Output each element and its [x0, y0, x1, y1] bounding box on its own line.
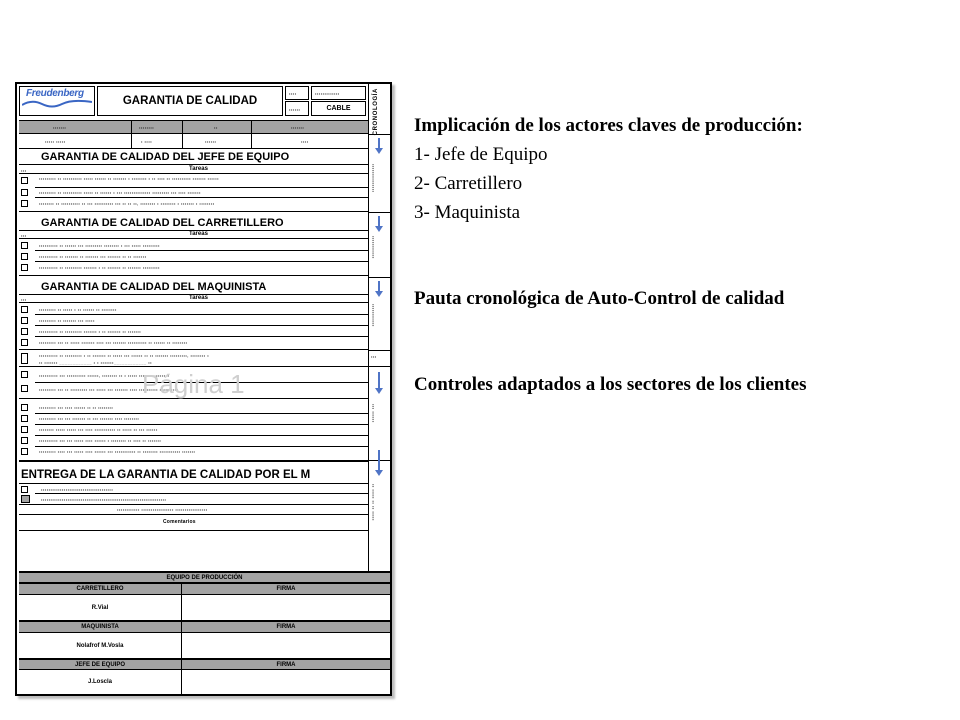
actor-item: 3- Maquinista — [414, 202, 521, 223]
task-row: ••••••••• •• •••••••••• ••••• •• •••••• • ••• •••••••••••••• ••••••••• ••• •••• ••••••• — [39, 190, 201, 195]
down-arrow-icon — [376, 138, 382, 154]
ref-code-3: •••••• — [285, 101, 309, 116]
ref-code-2: ••••••••••••• — [311, 86, 366, 100]
logo-wave-icon — [22, 99, 92, 109]
task-row: ••••••••• ••• ••• ••••••• •• ••• ••••••• •••• •••••••• — [39, 416, 140, 421]
section-title-jefe: GARANTIA DE CALIDAD DEL JEFE DE EQUIPO — [19, 151, 368, 165]
signature-box[interactable] — [182, 595, 390, 621]
compare-row: •• ••••••• ____________ • • •••••••____________ •• — [39, 360, 153, 365]
header-table-values — [19, 134, 368, 149]
form-title: GARANTIA DE CALIDAD — [97, 86, 283, 116]
signature-firma: FIRMA — [182, 621, 390, 633]
task-row: •••••••• ••••• ••••• ••• •••• ••••••••••• •• ••••• •• ••• •••••• — [39, 427, 158, 432]
signature-box[interactable] — [182, 670, 390, 694]
task-row: •••••••••• •• ••••••• •• ••••••• ••• ••••••• •• •• ••••••• — [39, 254, 147, 259]
signature-firma: FIRMA — [182, 659, 390, 670]
signature-role: CARRETILLERO — [19, 583, 182, 595]
task-row: •••••••••• •• ••••••••• ••••••• • •• ••••••• •• ••••••• ••••••••• — [39, 265, 160, 270]
header-value: ••••• ••••• — [45, 139, 66, 144]
cable-label: CABLE — [311, 101, 366, 116]
task-checkbox[interactable] — [21, 177, 28, 184]
task-row: •••••••••• ••• ••• ••••• •••• •••••• • •••••••• •• •••• •• ••••••• — [39, 438, 162, 443]
header-value: • •••• — [141, 139, 153, 144]
heading-pauta: Pauta cronológica de Auto-Control de calidad — [414, 288, 785, 309]
task-row: ••••••••• •• •••••••••• ••••• •••••• •• ••••••• • •••••••• • •• •••• •• •••••••••• ••••••• •••••• — [39, 176, 220, 181]
compare-row: •••••••••• ••• •••••••••• ••••••, •••••••• •• • ••••• •••••••••••••••• — [39, 373, 170, 378]
freudenberg-logo — [19, 86, 95, 116]
task-checkbox[interactable] — [21, 437, 28, 444]
delivery-dotted: •••••••••••• ••••••••••••••••• ••••••••••••••••• — [117, 507, 208, 512]
task-checkbox[interactable] — [21, 404, 28, 411]
task-checkbox[interactable] — [21, 353, 28, 364]
down-arrow-icon — [376, 450, 382, 476]
task-row: ••••••••• •• ••••• • •• •••••• •• •••••••• — [39, 307, 117, 312]
tasks-label: Tareas — [189, 166, 208, 172]
task-row: ••••••••• ••• •••• •••••• •• •• •••••••• — [39, 405, 114, 410]
delivery-checkbox[interactable] — [21, 486, 28, 493]
compare-row: ••••••••• ••• •• ••••••••• ••• ••••• ••• ••••••• •••• •••••••••• •••••••••• — [39, 387, 179, 392]
section-title-carretillero: GARANTIA DE CALIDAD DEL CARRETILLERO — [19, 217, 368, 231]
task-checkbox[interactable] — [21, 264, 28, 271]
task-row: •••••••••• •• ••••••••• ••••••• • •• ••••••• •• ••••••• — [39, 329, 142, 334]
task-checkbox[interactable] — [21, 242, 28, 249]
team-label: EQUIPO DE PRODUCCIÓN — [19, 572, 390, 583]
task-checkbox[interactable] — [21, 306, 28, 313]
task-checkbox[interactable] — [21, 317, 28, 324]
down-arrow-icon — [376, 281, 382, 297]
header-col: •• — [214, 125, 218, 130]
header-col: •••••••• — [139, 125, 155, 130]
header-col: ••••••• — [291, 125, 305, 130]
header-value: •••• — [301, 139, 309, 144]
task-row: ••••••••• •• ••••••• ••• ••••• — [39, 318, 95, 323]
logo-text: Freudenberg — [26, 88, 84, 99]
task-checkbox[interactable] — [21, 385, 28, 392]
delivery-checkbox-filled[interactable] — [21, 495, 30, 503]
task-checkbox[interactable] — [21, 200, 28, 207]
signature-name: J.Loscla — [19, 670, 182, 694]
ref-code-1: •••• — [285, 86, 309, 100]
heading-controles: Controles adaptados a los sectores de los clientes — [414, 374, 807, 395]
signature-role: JEFE DE EQUIPO — [19, 659, 182, 670]
signature-name: Nolafrof M.Vosla — [19, 633, 182, 659]
down-arrow-icon — [376, 216, 382, 232]
header-table-head — [19, 120, 368, 134]
heading-actors: Implicación de los actores claves de producción: — [414, 115, 803, 136]
quality-form-scan: Freudenberg GARANTIA DE CALIDAD •••• ••••••••••••• •••••• CABLE CRONOLOGÍA ••••••••••••••• •••••••••••• •••••••••••• ••• ••• •••••• •• ••••• •• •• ••••• ••••••• •••••••• •• ••••••• ••••• ••••• • •••• •••••• •••• GARANTIA DE CALIDAD DEL JEFE DE EQUIPO Tareas ••• ••••••••• •• •••••••••• ••••• •••••• •• ••••••• • •••••••• • •• •••• •• •••••••••• ••••••• •••••• ••••••••• •• •••••••••• ••••• •• •••••• • ••• •••••••••••••• ••••••••• ••• •••• ••••••• •••••••• •• •••••••••• •• ••• •••••••••• ••• •• •• ••, •••••••• • •••••••• • ••••••• • •••••••• GARANTIA DE CALIDAD DEL CARRETILLERO Tareas ••• •••••••••• •• •••••• ••• ••••••••• •••••••• • ••• ••••• ••••••••• •••••••••• •• ••••••• •• ••••••• ••• ••••••• •• •• ••••••• •••••••••• •• ••••••••• ••••••• • •• ••••••• •• ••••••• ••••••••• GARANTIA DE CALIDAD DEL MAQUINISTA Tareas ••• ••••••••• •• ••••• • •• •••••• •• •••••••• ••••••••• •• ••••••• ••• ••••• •••••••••• •• ••••••••• ••••••• • •• ••••••• •• ••••••• ••••••••• ••• •• ••••• ••••••• •••• ••• ••••••• •••••••••• •• •••••• •• •••••••• •••••••••• •• ••••••••• • •• ••••••• •• ••••• ••• •••••• •• •• ••••••• •••••••••, •••••••• • •• ••••••• ____________ • • •••••••____________ •• •••••••••• ••• •••••••••• ••••••, •••••••• •• • ••••• •••••••••••••••• ••••••••• ••• •• ••••••••• ••• ••••• ••• ••••••• •••• •••••••••• •••••••••• Página 1 ••••••••• ••• •••• •••••• •• •• •••••••• ••••••••• ••• ••• ••••••• •• ••• ••••••• •••• •••••••• •••••••• ••••• ••••• ••• •••• ••••••••••• •• ••••• •• ••• •••••• •••••••••• ••• ••• ••••• •••• •••••• • •••••••• •• •••• •• ••••••• ••••••••• •••• ••• ••••• •••• •••••• ••• ••••••••••• •• •••••••• ••••••••••• ••••••• ENTREGA DE LA GARANTIA DE CALIDAD POR EL M •••••••••••••••••••••••••••••••••••••• •••••••••••••••••••••••••••••••••••••••••••••••••••••••••••••••••• •••••••••••• ••••••••••••••••• ••••••••••••••••• Comentarios EQUIPO DE PRODUCCIÓN CARRETILLERO FIRMA R.Vial MAQUINISTA FIRMA Nolafrof M.Vosla JEFE DE EQUIPO FIRMA J.Loscla — [15, 82, 392, 696]
task-checkbox[interactable] — [21, 426, 28, 433]
task-checkbox[interactable] — [21, 328, 28, 335]
chronology-column: CRONOLOGÍA ••••••••••••••• •••••••••••• •••••••••••• ••• ••• •••••• •• ••••• •• •• ••••• — [368, 84, 390, 572]
delivery-row: •••••••••••••••••••••••••••••••••••••• — [41, 487, 114, 492]
task-checkbox[interactable] — [21, 415, 28, 422]
delivery-title: ENTREGA DE LA GARANTIA DE CALIDAD POR EL M — [21, 469, 311, 481]
section-title-maquinista: GARANTIA DE CALIDAD DEL MAQUINISTA — [19, 281, 368, 295]
task-row: ••••••••• ••• •• ••••• ••••••• •••• ••• ••••••• •••••••••• •• •••••• •• •••••••• — [39, 340, 188, 345]
task-checkbox[interactable] — [21, 371, 28, 378]
signature-box[interactable] — [182, 633, 390, 659]
actor-item: 1- Jefe de Equipo — [414, 144, 548, 165]
task-checkbox[interactable] — [21, 448, 28, 455]
actor-item: 2- Carretillero — [414, 173, 523, 194]
tasks-label: Tareas — [189, 231, 208, 237]
task-checkbox[interactable] — [21, 253, 28, 260]
task-row: •••••••••• •• •••••• ••• ••••••••• •••••••• • ••• ••••• ••••••••• — [39, 243, 160, 248]
compare-row: •••••••••• •• ••••••••• • •• ••••••• •• ••••• ••• •••••• •• •• ••••••• •••••••••, •••••••• • — [39, 353, 210, 358]
signature-role: MAQUINISTA — [19, 621, 182, 633]
down-arrow-icon — [376, 372, 382, 394]
task-checkbox[interactable] — [21, 189, 28, 196]
task-checkbox[interactable] — [21, 339, 28, 346]
signature-name: R.Vial — [19, 595, 182, 621]
header-col: ••••••• — [53, 125, 67, 130]
page-watermark: Página 1 — [142, 369, 245, 399]
signature-firma: FIRMA — [182, 583, 390, 595]
chronology-label: CRONOLOGÍA — [373, 88, 379, 136]
tasks-label: Tareas — [189, 295, 208, 301]
delivery-row: •••••••••••••••••••••••••••••••••••••••••••••••••••••••••••••••••• — [41, 497, 167, 502]
task-row: ••••••••• •••• ••• ••••• •••• •••••• ••• ••••••••••• •• •••••••• ••••••••••• ••••••• — [39, 449, 196, 454]
comments-label: Comentarios — [163, 519, 196, 525]
task-row: •••••••• •• •••••••••• •• ••• •••••••••• ••• •• •• ••, •••••••• • •••••••• • ••••••• • •••••••• — [39, 201, 215, 206]
header-value: •••••• — [205, 139, 217, 144]
